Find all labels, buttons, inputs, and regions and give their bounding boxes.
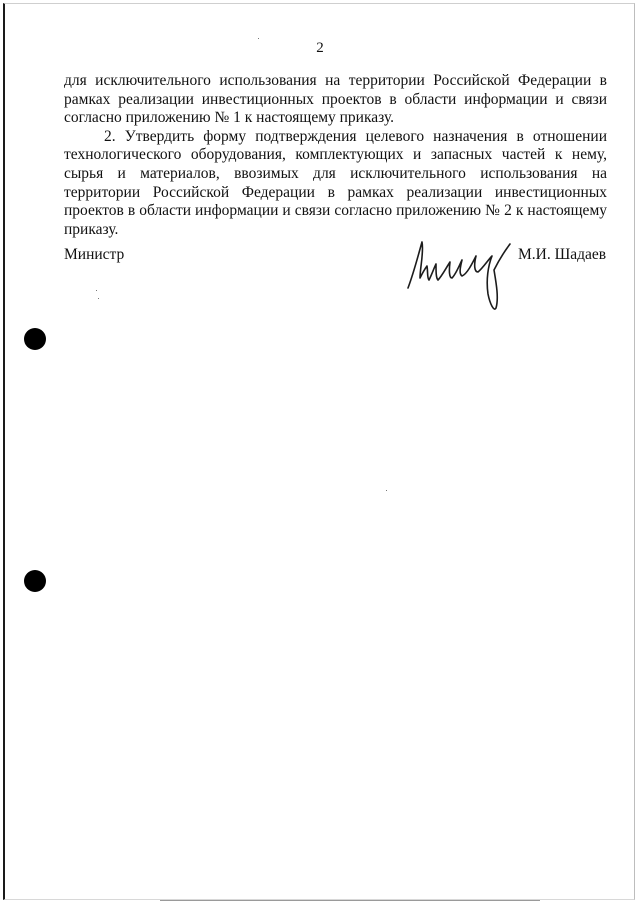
scan-speck <box>386 490 387 491</box>
document-body <box>64 72 607 239</box>
signatory-title: Министр <box>64 246 125 263</box>
punch-hole-top <box>24 328 46 350</box>
page-number: 2 <box>316 40 324 56</box>
paragraph-continuation: для исключительного использования на территории Российской Федерации в рамках реализации инвестиционных проектов в области информации и связи согласно приложению № 1 к настоящему приказу. <box>64 72 607 127</box>
punch-hole-bottom <box>24 570 46 592</box>
paragraph-item-2: 2. Утвердить форму подтверждения целевого назначения в отношении технологического оборудования, комплектующих и запасных частей к нему, сырья и материалов, ввозимых для исключительного использования на территории Российской Федерации в рамках реализации инвестиционных проектов в области информации и связи согласно приложению № 2 к настоящему приказу. <box>64 127 607 238</box>
scan-speck <box>258 38 259 39</box>
scan-speck <box>98 298 99 299</box>
scan-speck <box>96 290 97 291</box>
scan-bottom-edge <box>160 900 540 901</box>
signatory-name: М.И. Шадаев <box>518 246 607 263</box>
handwritten-signature <box>404 234 528 318</box>
